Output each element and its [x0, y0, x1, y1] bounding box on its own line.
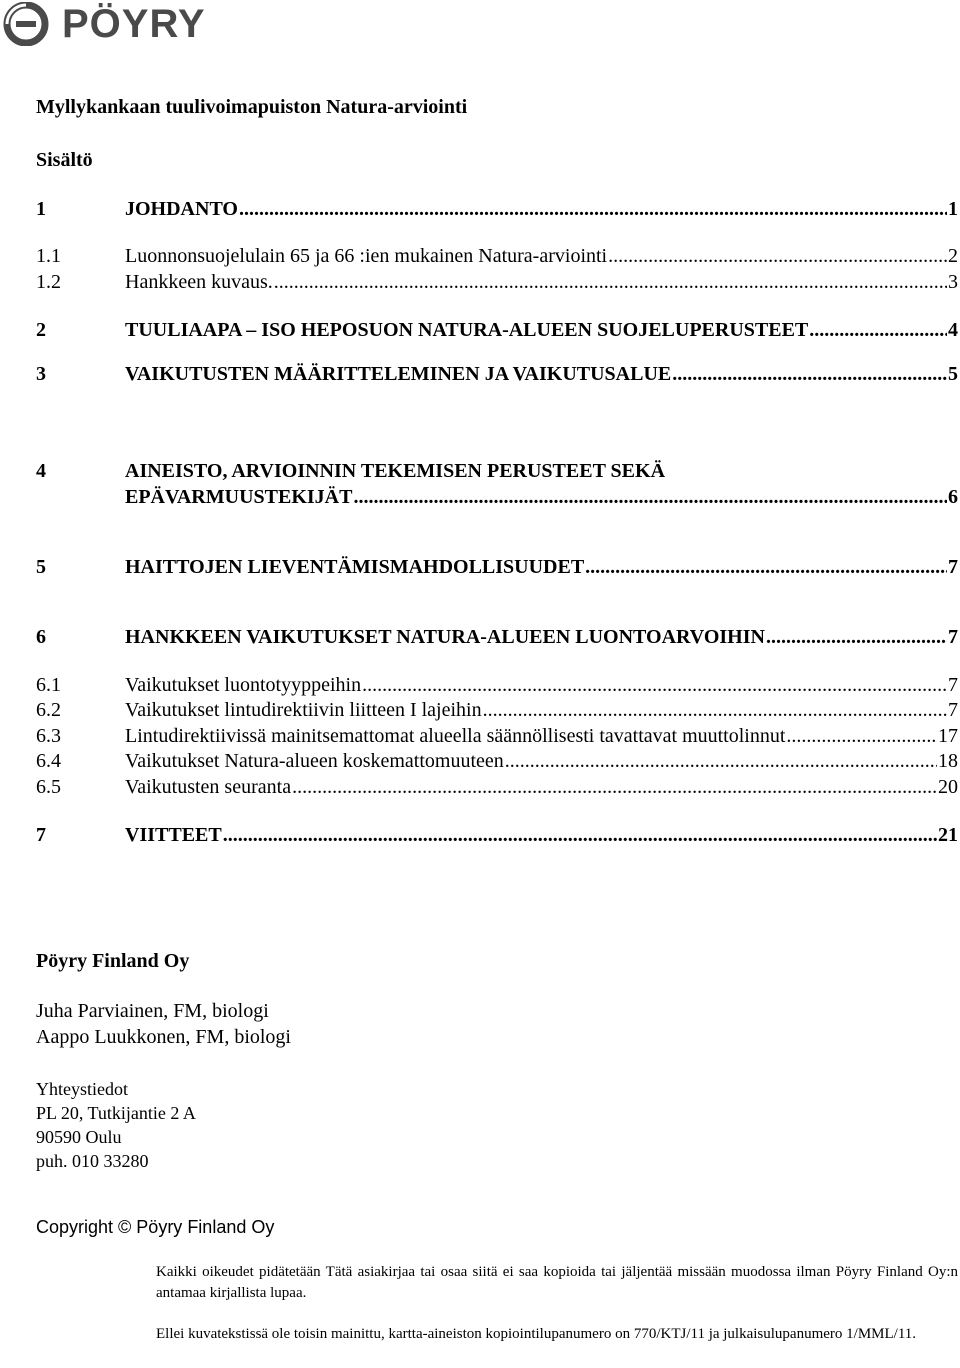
toc-page: 3 — [948, 271, 958, 293]
toc-leader — [292, 774, 937, 800]
toc-leader — [353, 484, 947, 510]
toc-page: 4 — [948, 319, 958, 341]
contact-address: PL 20, Tutkijantie 2 A — [36, 1103, 196, 1123]
company-name: Pöyry Finland Oy — [36, 950, 190, 972]
toc-text: Vaikutukset lintudirektiivin liitteen I lajeihin — [125, 699, 482, 721]
copyright-notice: Copyright © Pöyry Finland Oy — [36, 1217, 275, 1237]
toc-leader — [362, 672, 947, 698]
toc-page: 7 — [948, 674, 958, 696]
toc-page: 2 — [948, 245, 958, 267]
toc-leader — [505, 748, 937, 774]
poyry-logo-icon — [2, 2, 56, 46]
toc-text: EPÄVARMUUSTEKIJÄT — [125, 486, 353, 508]
toc-number: 5 — [36, 556, 46, 578]
toc-page: 21 — [938, 824, 958, 846]
toc-number: 6.2 — [36, 699, 61, 721]
author-1: Juha Parviainen, FM, biologi — [36, 1000, 269, 1022]
toc-number: 3 — [36, 363, 46, 385]
contact-heading: Yhteystiedot — [36, 1079, 128, 1099]
toc-leader — [585, 554, 947, 580]
toc-page: 20 — [938, 776, 958, 798]
toc-number: 6.4 — [36, 750, 61, 772]
toc-leader — [274, 269, 947, 295]
toc-page: 6 — [948, 486, 958, 508]
document-title: Myllykankaan tuulivoimapuiston Natura-arviointi — [36, 96, 468, 118]
toc-text: Vaikutusten seuranta — [125, 776, 292, 798]
toc-text: Hankkeen kuvaus. — [125, 271, 273, 293]
toc-text: VAIKUTUSTEN MÄÄRITTELEMINEN JA VAIKUTUSALUE — [125, 363, 672, 385]
toc-page: 7 — [948, 556, 958, 578]
toc-number: 4 — [36, 460, 46, 482]
toc-number: 1.1 — [36, 245, 61, 267]
toc-number: 1 — [36, 198, 46, 220]
toc-leader — [672, 361, 947, 387]
toc-leader — [766, 624, 947, 650]
toc-text: HANKKEEN VAIKUTUKSET NATURA-ALUEEN LUONTOARVOIHIN — [125, 626, 765, 648]
toc-leader — [786, 723, 937, 749]
toc-text: TUULIAAPA – ISO HEPOSUON NATURA-ALUEEN SUOJELUPERUSTEET — [125, 319, 809, 341]
toc-number: 6.5 — [36, 776, 61, 798]
toc-leader — [608, 243, 947, 269]
toc-text: Vaikutukset luontotyyppeihin — [125, 674, 362, 696]
contact-phone: puh. 010 33280 — [36, 1151, 149, 1171]
rights-paragraph-1: Kaikki oikeudet pidätetään Tätä asiakirjaa tai osaa siitä ei saa kopioida tai jäljentää missään muodossa ilman Pöyry Finland Oy:n antamaa kirjallista lupaa. — [156, 1264, 958, 1301]
toc-heading: Sisältö — [36, 149, 93, 171]
toc-page: 7 — [948, 699, 958, 721]
contact-postal: 90590 Oulu — [36, 1127, 122, 1147]
toc-text-line1: AINEISTO, ARVIOINNIN TEKEMISEN PERUSTEET SEKÄ — [125, 460, 666, 482]
company-logo — [2, 2, 206, 46]
author-2: Aappo Luukkonen, FM, biologi — [36, 1026, 291, 1048]
toc-text: Luonnonsuojelulain 65 ja 66 :ien mukainen Natura-arviointi — [125, 245, 608, 267]
toc-leader — [483, 697, 947, 723]
toc-number: 2 — [36, 319, 46, 341]
toc-text: Lintudirektiivissä mainitsemattomat alueella säännöllisesti tavattavat muuttolinnut — [125, 725, 786, 747]
toc-number: 6.3 — [36, 725, 61, 747]
toc-text: JOHDANTO — [125, 198, 238, 220]
toc-leader — [223, 822, 937, 848]
toc-number: 7 — [36, 824, 46, 846]
toc-page: 7 — [948, 626, 958, 648]
rights-paragraph-2: Ellei kuvatekstissä ole toisin mainittu, kartta-aineiston kopiointilupanumero on 770/KTJ/11 ja julkaisulupanumero 1/MML/11. — [156, 1326, 917, 1342]
toc-page: 17 — [938, 725, 958, 747]
toc-number: 6 — [36, 626, 46, 648]
toc-text: HAITTOJEN LIEVENTÄMISMAHDOLLISUUDET — [125, 556, 585, 578]
toc-page: 18 — [938, 750, 958, 772]
toc-number: 6.1 — [36, 674, 61, 696]
logo-wordmark: PÖYRY — [62, 2, 206, 46]
toc-text: Vaikutukset Natura-alueen koskemattomuuteen — [125, 750, 504, 772]
toc-leader — [809, 317, 947, 343]
toc-text: VIITTEET — [125, 824, 222, 846]
toc-page: 5 — [948, 363, 958, 385]
toc-number: 1.2 — [36, 271, 61, 293]
toc-leader — [239, 196, 947, 222]
toc-page: 1 — [948, 198, 958, 220]
toc-entry-4-line1 — [36, 458, 958, 484]
